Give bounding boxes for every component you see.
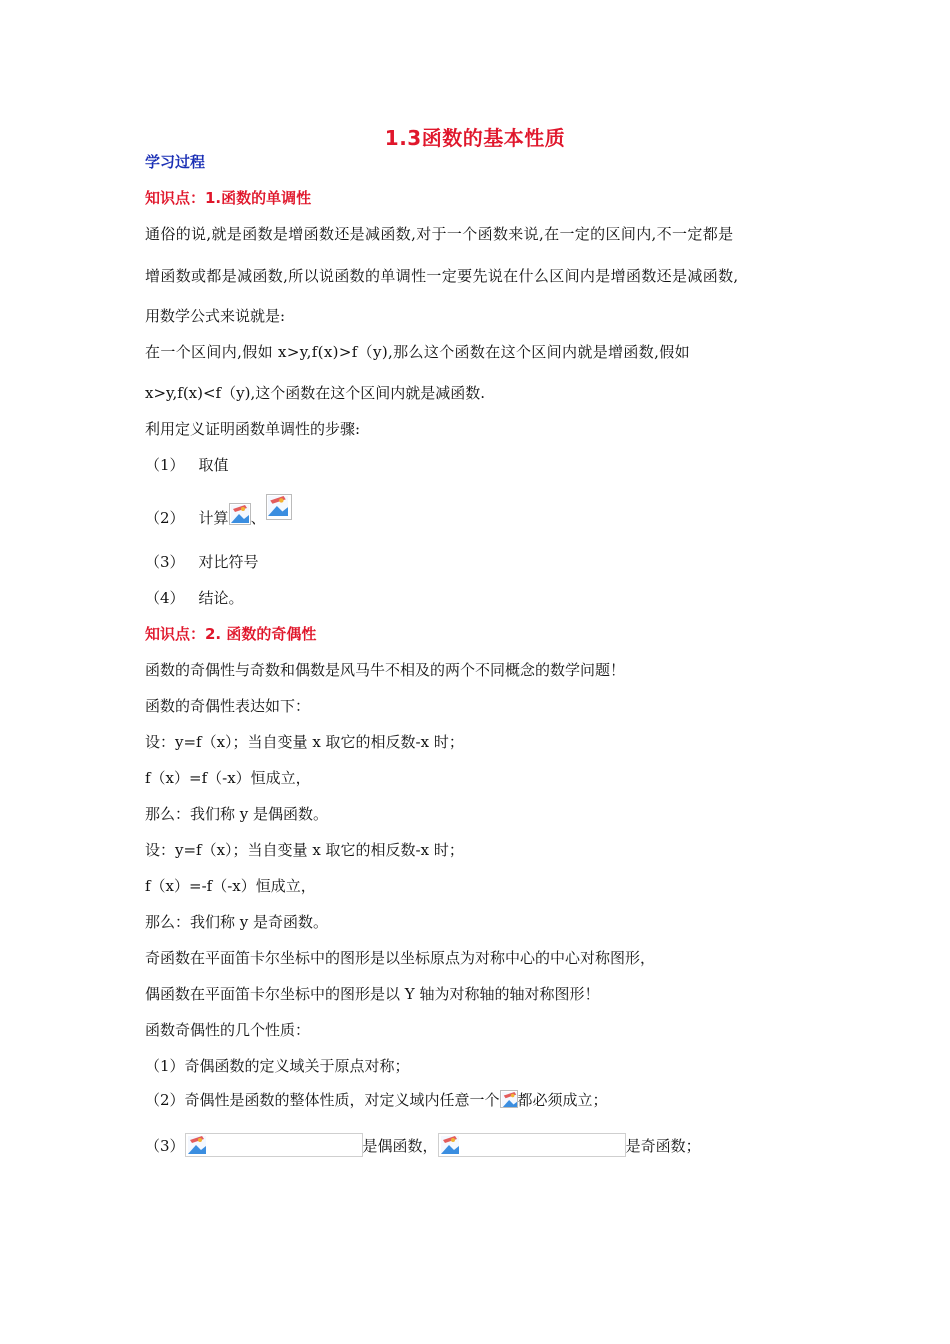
step-1 xyxy=(145,454,229,476)
step-4 xyxy=(145,587,244,609)
kp1-paragraph-3: 用数学公式来说就是: xyxy=(145,307,286,325)
step-3-text: 对比符号 xyxy=(198,553,259,571)
property-3-text-b: 是奇函数； xyxy=(625,1137,701,1155)
broken-image-icon xyxy=(440,1135,460,1155)
kp2-line-9: 奇函数在平面笛卡尔坐标中的图形是以坐标原点为对称中心的中心对称图形， xyxy=(145,949,656,967)
kp2-line-5: 那么：我们称 y 是偶函数。 xyxy=(145,805,329,823)
property-2-text-b: 都必须成立； xyxy=(517,1091,608,1109)
broken-image-icon xyxy=(187,1135,207,1155)
kp2-line-1: 函数的奇偶性与奇数和偶数是风马牛不相及的两个不同概念的数学问题！ xyxy=(145,661,626,679)
kp2-line-7: f（x）=-f（-x）恒成立， xyxy=(145,877,316,895)
step-4-number: （4） xyxy=(145,589,185,607)
section-label: 学习过程 xyxy=(145,153,206,171)
kp1-paragraph-1: 通俗的说,就是函数是增函数还是减函数,对于一个函数来说,在一定的区间内,不一定都是 xyxy=(145,225,734,243)
kp2-heading: 知识点：2. 函数的奇偶性 xyxy=(145,625,317,643)
broken-image-icon xyxy=(266,494,292,520)
property-2-text-a: （2）奇偶性是函数的整体性质，对定义域内任意一个 xyxy=(145,1091,500,1109)
kp2-line-3: 设：y=f（x）；当自变量 x 取它的相反数-x 时； xyxy=(145,733,464,751)
step-2-number: （2） xyxy=(145,509,185,527)
kp2-line-6: 设：y=f（x）；当自变量 x 取它的相反数-x 时； xyxy=(145,841,464,859)
step-2-separator: 、 xyxy=(250,509,266,527)
kp1-paragraph-6: 利用定义证明函数单调性的步骤: xyxy=(145,420,361,438)
step-2-text: 计算 xyxy=(198,509,229,527)
kp2-line-8: 那么：我们称 y 是奇函数。 xyxy=(145,913,329,931)
step-1-text: 取值 xyxy=(198,456,229,474)
kp2-property-3 xyxy=(145,1133,701,1157)
kp1-heading: 知识点：1.函数的单调性 xyxy=(145,189,312,207)
kp1-paragraph-4: 在一个区间内,假如 x>y,f(x)>f（y),那么这个函数在这个区间内就是增函数,假如 xyxy=(145,343,690,361)
step-1-number: （1） xyxy=(145,456,185,474)
step-2 xyxy=(145,494,292,529)
property-3-number: （3） xyxy=(145,1137,185,1155)
broken-image-icon xyxy=(229,503,251,525)
kp2-line-4: f（x）=f（-x）恒成立， xyxy=(145,769,311,787)
kp2-line-12: （1）奇偶函数的定义域关于原点对称； xyxy=(145,1057,410,1075)
step-4-text: 结论。 xyxy=(198,589,244,607)
property-3-text-a: 是偶函数， xyxy=(362,1137,438,1155)
broken-image-icon xyxy=(500,1090,518,1108)
step-3-number: （3） xyxy=(145,553,185,571)
step-3 xyxy=(145,551,259,573)
kp2-property-2 xyxy=(145,1089,608,1111)
kp2-line-11: 函数奇偶性的几个性质： xyxy=(145,1021,311,1039)
kp1-paragraph-2: 增函数或都是减函数,所以说函数的单调性一定要先说在什么区间内是增函数还是减函数, xyxy=(145,267,739,285)
kp2-line-10: 偶函数在平面笛卡尔坐标中的图形是以 Y 轴为对称轴的轴对称图形！ xyxy=(145,985,600,1003)
formula-image-even xyxy=(185,1133,363,1157)
kp1-paragraph-5: x>y,f(x)<f（y),这个函数在这个区间内就是减函数. xyxy=(145,384,485,402)
page-title: 1.3函数的基本性质 xyxy=(384,126,566,150)
kp2-line-2: 函数的奇偶性表达如下： xyxy=(145,697,311,715)
formula-image-odd xyxy=(438,1133,626,1157)
